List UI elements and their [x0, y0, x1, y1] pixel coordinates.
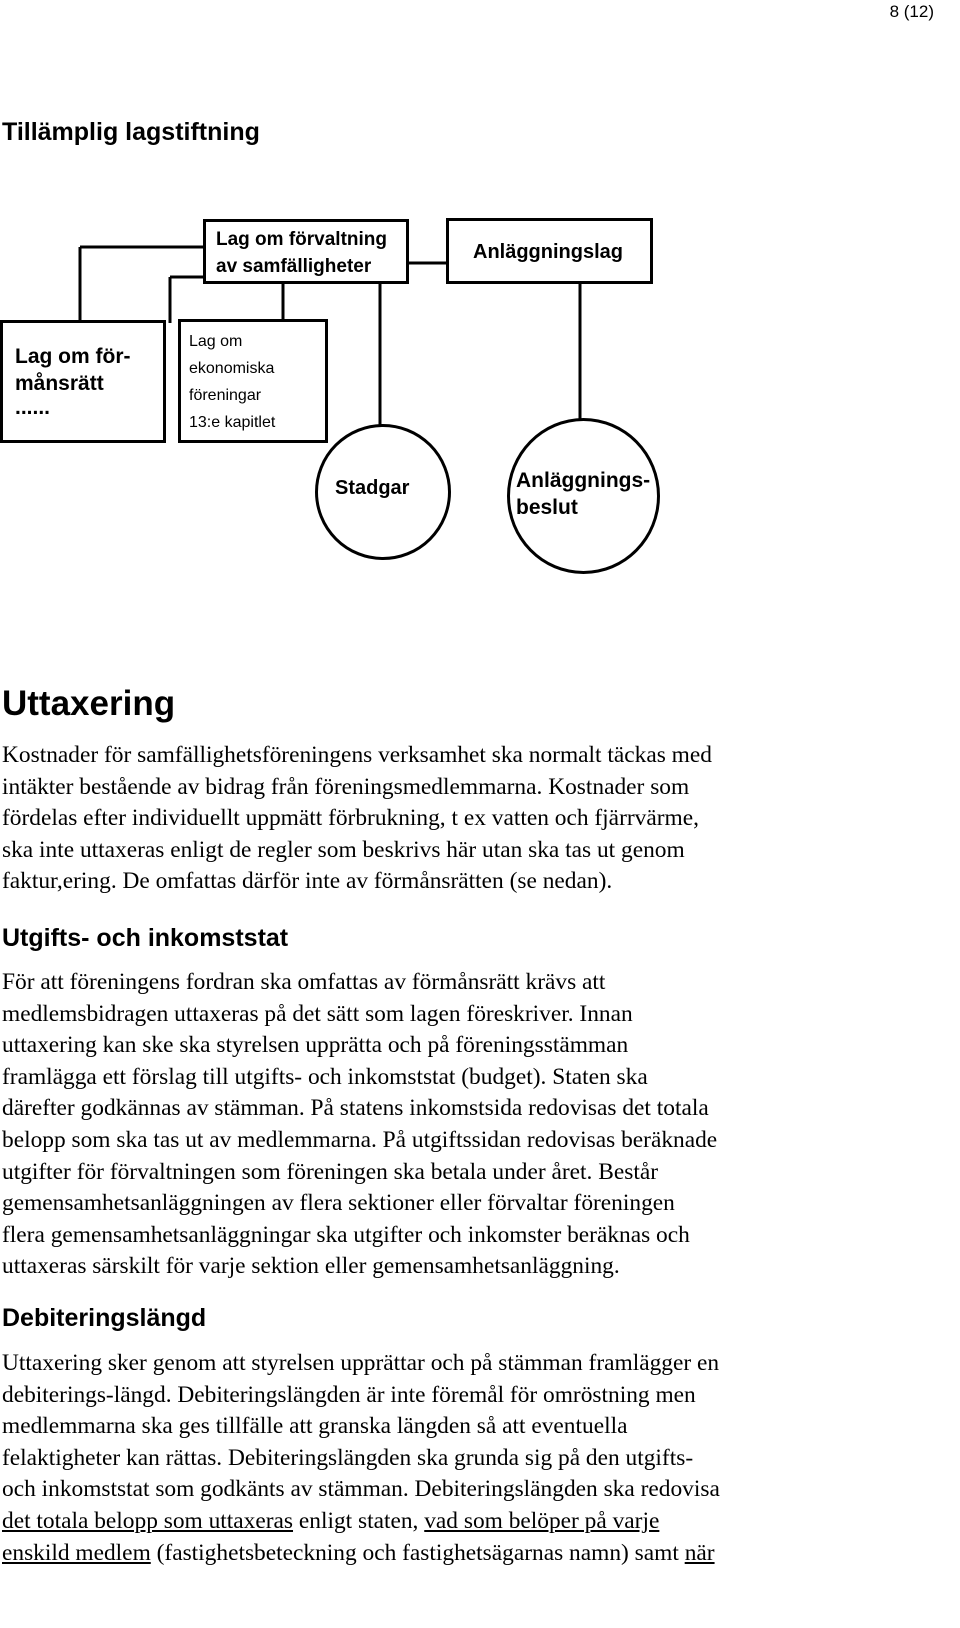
diagram-connector-lines — [0, 0, 960, 600]
circle-label-line2: beslut — [516, 496, 578, 519]
section-heading-debiteringslangd: Debiteringslängd — [2, 1304, 207, 1332]
text-line-with-underlines — [2, 1506, 952, 1538]
plain-text: (fastighetsbeteckning och fastighetsägarnas namn) samt — [150, 1539, 685, 1566]
box-label-line1: Lag om — [189, 333, 243, 350]
text-line-with-underlines — [2, 1538, 952, 1570]
box-label-line1: Lag om för- — [15, 345, 131, 368]
text-line: gemensamhetsanläggningen av flera sektioner eller förvaltar föreningen — [2, 1190, 675, 1217]
text-line: Kostnader för samfällighetsföreningens verksamhet ska normalt täckas med — [2, 742, 712, 768]
text-line: ska inte uttaxeras enligt de regler som beskrivs här utan ska tas ut genom — [2, 836, 685, 863]
text-line: uttaxering kan ske ska styrelsen upprätta och på föreningsstämman — [2, 1032, 629, 1059]
box-label: Anläggningslag — [473, 241, 623, 263]
text-line: flera gemensamhetsanläggningar ska utgifter och inkomster beräknas och — [2, 1221, 690, 1248]
box-label-line3: föreningar — [189, 387, 262, 404]
section-heading-applicable-law: Tillämplig lagstiftning — [2, 118, 260, 146]
circle-label: Stadgar — [335, 477, 410, 499]
text-line: fördelas efter individuellt uppmätt förbrukning, t ex vatten och fjärrvärme, — [2, 805, 699, 832]
text-line: uttaxeras särskilt för varje sektion eller gemensamhetsanläggning. — [2, 1253, 620, 1280]
text-line: För att föreningens fordran ska omfattas av förmånsrätt krävs att — [2, 969, 606, 995]
text-line: medlemsbidragen uttaxeras på det sätt som lagen föreskriver. Innan — [2, 1000, 633, 1027]
text-line: och inkomststat som godkänts av stämman. Debiteringslängden ska redovisa — [2, 1476, 720, 1503]
section-heading-budget: Utgifts- och inkomststat — [2, 924, 289, 952]
circle-stadgar — [315, 424, 451, 560]
underlined-text: det totala belopp som uttaxeras — [2, 1507, 294, 1534]
box-lag-om-formansratt — [0, 320, 166, 443]
text-line: faktur,ering. De omfattas därför inte av förmånsrätten (se nedan). — [2, 868, 613, 895]
text-line: framlägga ett förslag till utgifts- och inkomststat (budget). Staten ska — [2, 1063, 648, 1090]
box-label-line2: ekonomiska — [189, 360, 275, 377]
text-line: utgifter för förvaltningen som föreningen ska betala under året. Består — [2, 1158, 658, 1185]
box-label-line3: ...... — [15, 396, 51, 419]
page-number: 8 (12) — [889, 2, 934, 21]
section-heading-uttaxering: Uttaxering — [2, 684, 176, 723]
underlined-text: vad som belöper på varje — [424, 1507, 660, 1534]
text-line: därefter godkännas av stämman. På statens inkomstsida redovisas det totala — [2, 1095, 709, 1122]
box-label-line4: 13:e kapitlet — [189, 414, 276, 431]
underlined-text: när — [684, 1539, 715, 1566]
paragraph-budget — [2, 967, 952, 1283]
circle-anlaggningsbeslut — [507, 418, 660, 574]
text-line: belopp som ska tas ut av medlemmarna. På utgiftssidan redovisas beräknade — [2, 1126, 718, 1153]
text-line: intäkter bestående av bidrag från föreningsmedlemmarna. Kostnader som — [2, 773, 690, 800]
box-label-line1: Lag om förvaltning — [216, 229, 387, 250]
box-anlaggningslag — [446, 218, 653, 284]
box-label-line2: månsrätt — [15, 372, 104, 395]
text-line: medlemmarna ska ges tillfälle att granska längden så att eventuella — [2, 1413, 628, 1440]
box-lag-om-forvaltning — [203, 219, 409, 284]
paragraph-uttaxering — [2, 740, 952, 898]
text-line: debiterings-längd. Debiteringslängden är inte föremål för omröstning men — [2, 1381, 696, 1408]
box-label-line2: av samfälligheter — [216, 256, 372, 277]
text-line: felaktigheter kan rättas. Debiteringslängden ska grunda sig på den utgifts- — [2, 1444, 694, 1471]
text-line: Uttaxering sker genom att styrelsen upprättar och på stämman framlägger en — [2, 1350, 720, 1376]
circle-label-line1: Anläggnings- — [516, 469, 651, 492]
box-lag-om-ekonomiska-foreningar — [178, 319, 328, 443]
plain-text: enligt staten, — [293, 1507, 425, 1534]
paragraph-debiteringslangd — [2, 1348, 952, 1569]
underlined-text: enskild medlem — [2, 1539, 151, 1566]
